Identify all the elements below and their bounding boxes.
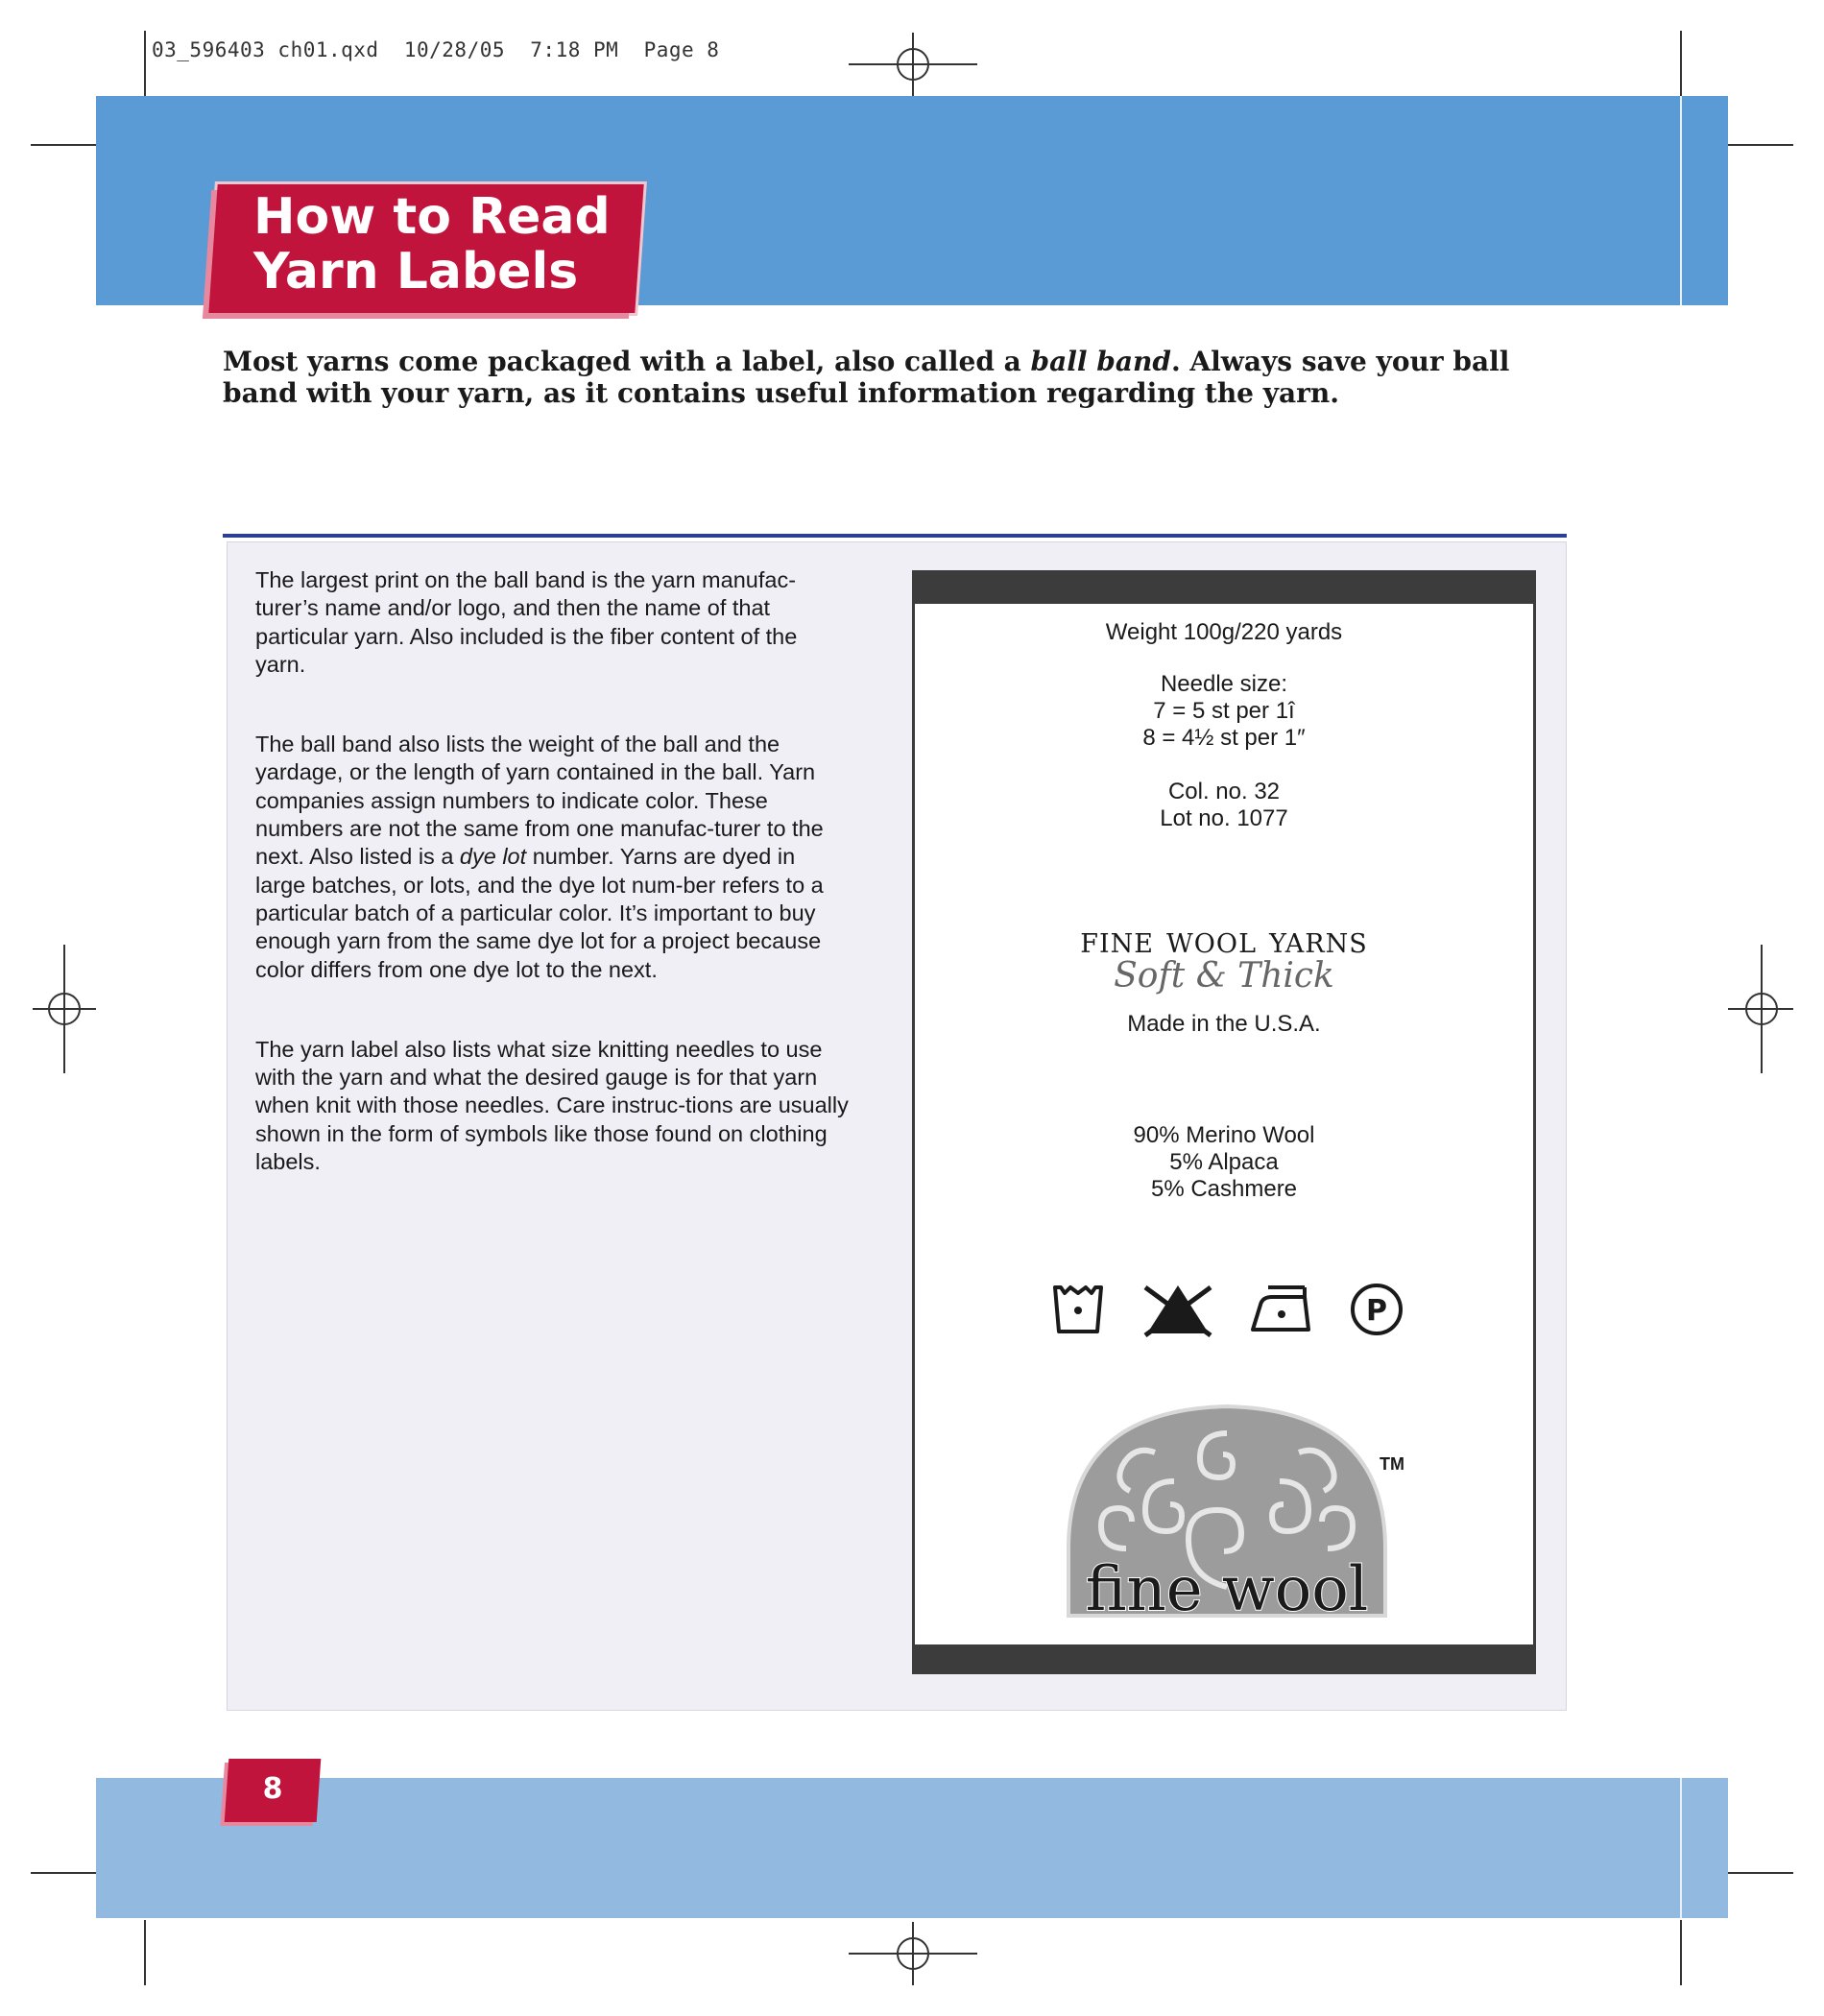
trim-line [1680, 1778, 1682, 1918]
label-weight: Weight 100g/220 yards [1105, 619, 1343, 645]
label-fiber-2: 5% Alpaca [1169, 1149, 1279, 1175]
p2-text-2: number. Yarns are dyed in large batches, or lots, and the dye lot num-ber refers to a particular batch of a particular color. It’s important to buy enough yarn from the same dye lot for a project because color differs from one dye lot to the next. [255, 844, 824, 982]
label-brand: fine wool yarns [1080, 919, 1368, 961]
footer-band [96, 1778, 1728, 1918]
p2-text: The ball band also lists the weight of the ball and the yardage, or the length of yarn contained in the ball. Yarn companies assign numbers to indicate color. These numbers are not the same from one manufac-turer to the next. Also listed is a [255, 732, 824, 870]
dry-clean-p-icon [1349, 1282, 1404, 1337]
page-number: 8 [262, 1772, 283, 1806]
intro-text-2: . Always save your ball band with your yarn, as it contains useful information regarding the yarn. [223, 346, 1510, 409]
label-needle-line-1: 7 = 5 st per 1î [1153, 698, 1295, 724]
logo-wordmark: fine wool [1085, 1554, 1369, 1625]
intro-text: Most yarns come packaged with a label, also called a [223, 346, 1031, 377]
label-lot-number: Lot no. 1077 [1160, 805, 1288, 831]
print-slug: 03_596403 ch01.qxd 10/28/05 7:18 PM Page 8 [152, 38, 720, 61]
label-tagline: Soft & Thick [1114, 956, 1334, 996]
label-needle-title: Needle size: [1160, 671, 1288, 697]
intro-paragraph [223, 346, 1528, 409]
crop-mark [1680, 1920, 1682, 1985]
label-top-bar [915, 573, 1533, 604]
crop-mark [31, 1872, 96, 1874]
body-paragraph-2 [255, 731, 851, 984]
body-column [255, 566, 851, 1228]
section-rule [223, 534, 1567, 538]
p2-term: dye lot [459, 844, 527, 870]
body-paragraph-1: The largest print on the ball band is the yarn manufac-turer’s name and/or logo, and then the name of that particular yarn. Also included is the fiber content of the yarn. [255, 567, 798, 677]
label-origin: Made in the U.S.A. [1127, 1011, 1321, 1037]
iron-low-icon [1247, 1282, 1314, 1335]
label-needle-line-2: 8 = 4½ st per 1″ [1142, 725, 1306, 751]
title-line-2: Yarn Labels [253, 243, 579, 300]
trim-line [1680, 96, 1682, 305]
yarn-label-illustration [912, 570, 1536, 1674]
crop-mark [144, 1920, 146, 1985]
label-fiber-1: 90% Merino Wool [1133, 1122, 1315, 1148]
label-bottom-bar [915, 1644, 1533, 1671]
label-fiber-3: 5% Cashmere [1150, 1176, 1298, 1202]
page-title [253, 190, 611, 300]
body-paragraph-3: The yarn label also lists what size knitting needles to use with the yarn and what the desired gauge is for that yarn when knit with those needles. Care instruc-tions are usually shown in the form of symbols like those found on clothing labels. [255, 1036, 849, 1175]
title-line-1: How to Read [253, 188, 611, 246]
no-bleach-icon [1141, 1280, 1214, 1337]
wash-30-icon [1049, 1280, 1107, 1337]
crop-mark [1728, 1872, 1793, 1874]
intro-term: ball band [1030, 346, 1171, 377]
trademark-symbol: TM [1380, 1454, 1404, 1474]
dry-clean-letter: P [1366, 1294, 1387, 1328]
crop-mark [1728, 144, 1793, 146]
label-color-number: Col. no. 32 [1167, 779, 1281, 804]
crop-mark [1680, 31, 1682, 96]
fine-wool-logo [1059, 1395, 1414, 1625]
crop-mark [31, 144, 96, 146]
crop-mark [144, 31, 146, 96]
